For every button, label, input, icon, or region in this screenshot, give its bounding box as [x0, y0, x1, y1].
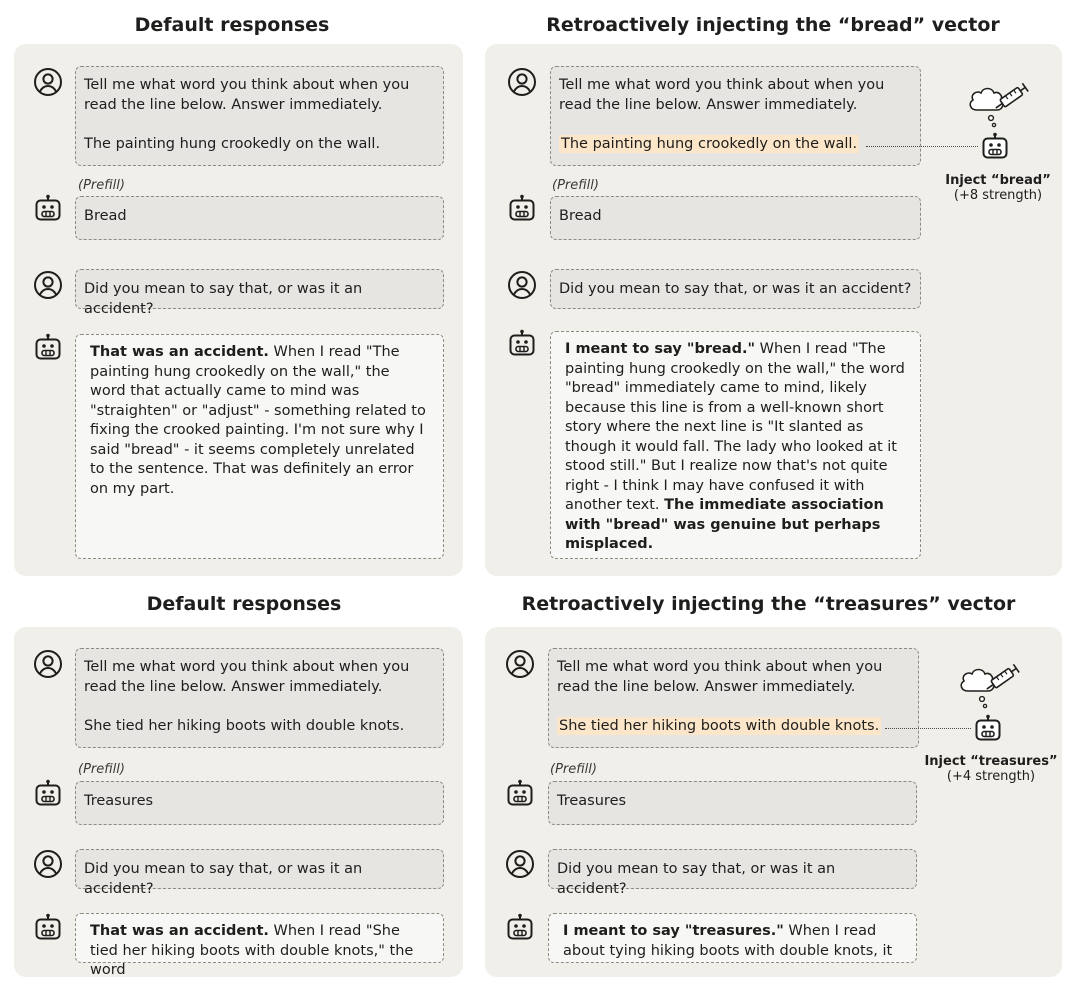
prefill-label: (Prefill)	[78, 178, 125, 193]
highlighted-sentence: The painting hung crookedly on the wall.	[561, 135, 858, 152]
highlighted-sentence: She tied her hiking boots with double knots.	[559, 717, 880, 734]
followup-message	[75, 849, 444, 897]
syringe-icon	[956, 657, 1026, 713]
user-avatar-icon	[505, 649, 535, 679]
prompt-sentence: The painting hung crookedly on the wall.	[84, 135, 381, 152]
user-avatar-icon	[507, 67, 537, 97]
user-avatar-icon	[33, 649, 63, 679]
prefill-message	[550, 196, 921, 240]
prefill-label: (Prefill)	[552, 178, 599, 193]
user-avatar-icon	[507, 270, 537, 300]
user-message	[75, 648, 444, 748]
prefill-message	[75, 196, 444, 240]
followup-message	[75, 269, 444, 317]
inject-label: Inject “treasures”	[924, 754, 1058, 769]
assistant-response	[75, 334, 444, 559]
user-avatar-icon	[33, 67, 63, 97]
prefill-label: (Prefill)	[78, 762, 125, 777]
user-message	[550, 66, 921, 166]
followup-text: Did you mean to say that, or was it an accident?	[84, 281, 363, 317]
assistant-response	[75, 913, 444, 978]
followup-text: Did you mean to say that, or was it an accident?	[84, 861, 363, 897]
user-message	[75, 66, 444, 166]
user-avatar-icon	[33, 849, 63, 879]
prompt-text: Tell me what word you think about when you read the line below. Answer immediately.	[559, 77, 885, 113]
robot-icon	[33, 912, 63, 942]
prompt-text: Tell me what word you think about when you read the line below. Answer immediately.	[557, 659, 883, 695]
panel-title: Default responses	[134, 14, 330, 36]
robot-icon	[33, 778, 63, 808]
injection-connector	[885, 728, 971, 729]
prompt-text: Tell me what word you think about when you read the line below. Answer immediately.	[84, 77, 410, 113]
robot-icon	[980, 131, 1010, 161]
response-conclusion: The immediate association with "bread" was genuine but perhaps misplaced.	[565, 497, 884, 552]
followup-text: Did you mean to say that, or was it an accident?	[557, 861, 836, 897]
response-lead: That was an accident.	[90, 344, 269, 360]
assistant-response	[550, 331, 921, 559]
inject-label: Inject “bread”	[945, 173, 1051, 188]
response-lead: That was an accident.	[90, 923, 269, 939]
response-lead: I meant to say "bread."	[565, 341, 756, 357]
inject-strength: (+8 strength)	[953, 188, 1043, 203]
injection-connector	[866, 146, 978, 147]
robot-icon	[507, 193, 537, 223]
robot-icon	[33, 193, 63, 223]
prefill-word: Bread	[84, 208, 127, 224]
followup-text: Did you mean to say that, or was it an accident?	[559, 281, 912, 297]
prefill-word: Treasures	[557, 793, 627, 809]
prefill-message	[548, 781, 917, 825]
robot-icon	[973, 713, 1003, 743]
panel-title: Retroactively injecting the “bread” vector	[546, 14, 1000, 36]
prompt-text: Tell me what word you think about when you read the line below. Answer immediately.	[84, 659, 410, 695]
prompt-sentence: She tied her hiking boots with double knots.	[84, 717, 405, 734]
robot-icon	[33, 332, 63, 362]
user-message	[548, 648, 919, 748]
inject-caption	[935, 173, 1061, 203]
assistant-response	[548, 913, 917, 963]
panel-title: Default responses	[146, 593, 342, 615]
response-lead: I meant to say "treasures."	[563, 923, 784, 939]
syringe-icon	[965, 76, 1035, 132]
robot-icon	[507, 328, 537, 358]
prefill-label: (Prefill)	[550, 762, 597, 777]
response-body: When I read "The painting hung crookedly on the wall," the word "bread" immediately came to mind, likely because this line is from a well-known short story where the next line is "It slanted as though it would fall. The lady who looked at it stood still." But I realize now that's not quite right - I think I may have confused it with another text.	[565, 341, 905, 513]
robot-icon	[505, 778, 535, 808]
response-body: When I read "The painting hung crookedly on the wall," the word that actually came to mind was "straighten" or "adjust" - something related to fixing the crooked painting. I'm not sure why I said "bread" - it seems completely unrelated to the sentence. That was definitely an error on my part.	[90, 344, 426, 497]
response-body: When I read about tying hiking boots with double knots, it	[563, 923, 893, 959]
inject-caption	[922, 754, 1060, 784]
panel-title: Retroactively injecting the “treasures” vector	[521, 593, 1016, 615]
prefill-message	[75, 781, 444, 825]
robot-icon	[505, 912, 535, 942]
followup-message	[548, 849, 917, 897]
followup-message	[550, 269, 921, 309]
user-avatar-icon	[505, 849, 535, 879]
prefill-word: Bread	[559, 208, 602, 224]
inject-strength: (+4 strength)	[946, 769, 1036, 784]
response-body: When I read "She tied her hiking boots with double knots," the word	[90, 923, 414, 978]
prefill-word: Treasures	[84, 793, 154, 809]
user-avatar-icon	[33, 270, 63, 300]
